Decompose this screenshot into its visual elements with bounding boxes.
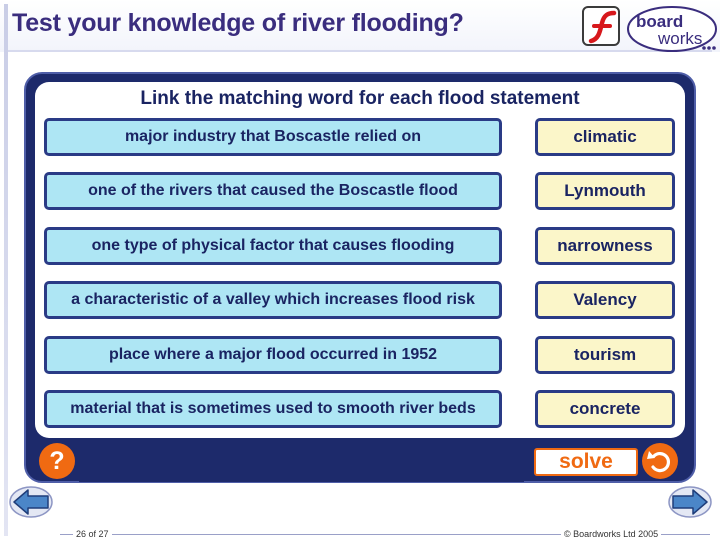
left-margin-rule (4, 4, 8, 536)
page-counter: 26 of 27 (73, 529, 112, 539)
answer-word-box[interactable]: concrete (535, 390, 675, 428)
svg-text:works: works (658, 29, 703, 48)
answer-word-box[interactable]: climatic (535, 118, 675, 156)
activity-heading: Link the matching word for each flood statement (140, 88, 580, 109)
svg-text:board: board (636, 12, 684, 31)
statement-box[interactable]: place where a major flood occurred in 1952 (44, 336, 502, 374)
next-slide-button[interactable] (667, 485, 713, 519)
previous-slide-button[interactable] (8, 485, 54, 519)
left-arrow-icon (8, 485, 54, 519)
statement-box[interactable]: one type of physical factor that causes flooding (44, 227, 502, 265)
answer-word-box[interactable]: tourism (535, 336, 675, 374)
solve-button[interactable]: solve (534, 448, 638, 476)
control-strip (79, 440, 524, 482)
copyright-notice: © Boardworks Ltd 2005 (561, 529, 661, 539)
undo-arrow-icon (642, 443, 678, 479)
answer-word-box[interactable]: Lynmouth (535, 172, 675, 210)
boardworks-logo (626, 4, 718, 54)
header-divider (8, 50, 712, 52)
statement-box[interactable]: material that is sometimes used to smooth river beds (44, 390, 502, 428)
statement-box[interactable]: major industry that Boscastle relied on (44, 118, 502, 156)
flash-logo-icon (581, 5, 621, 47)
right-arrow-icon (667, 485, 713, 519)
page-title: Test your knowledge of river flooding? (12, 9, 464, 37)
answer-word-box[interactable]: narrowness (535, 227, 675, 265)
statement-box[interactable]: one of the rivers that caused the Boscastle flood (44, 172, 502, 210)
statement-box[interactable]: a characteristic of a valley which increases flood risk (44, 281, 502, 319)
help-button[interactable]: ? (39, 443, 75, 479)
answer-word-box[interactable]: Valency (535, 281, 675, 319)
reset-button[interactable] (642, 443, 678, 479)
